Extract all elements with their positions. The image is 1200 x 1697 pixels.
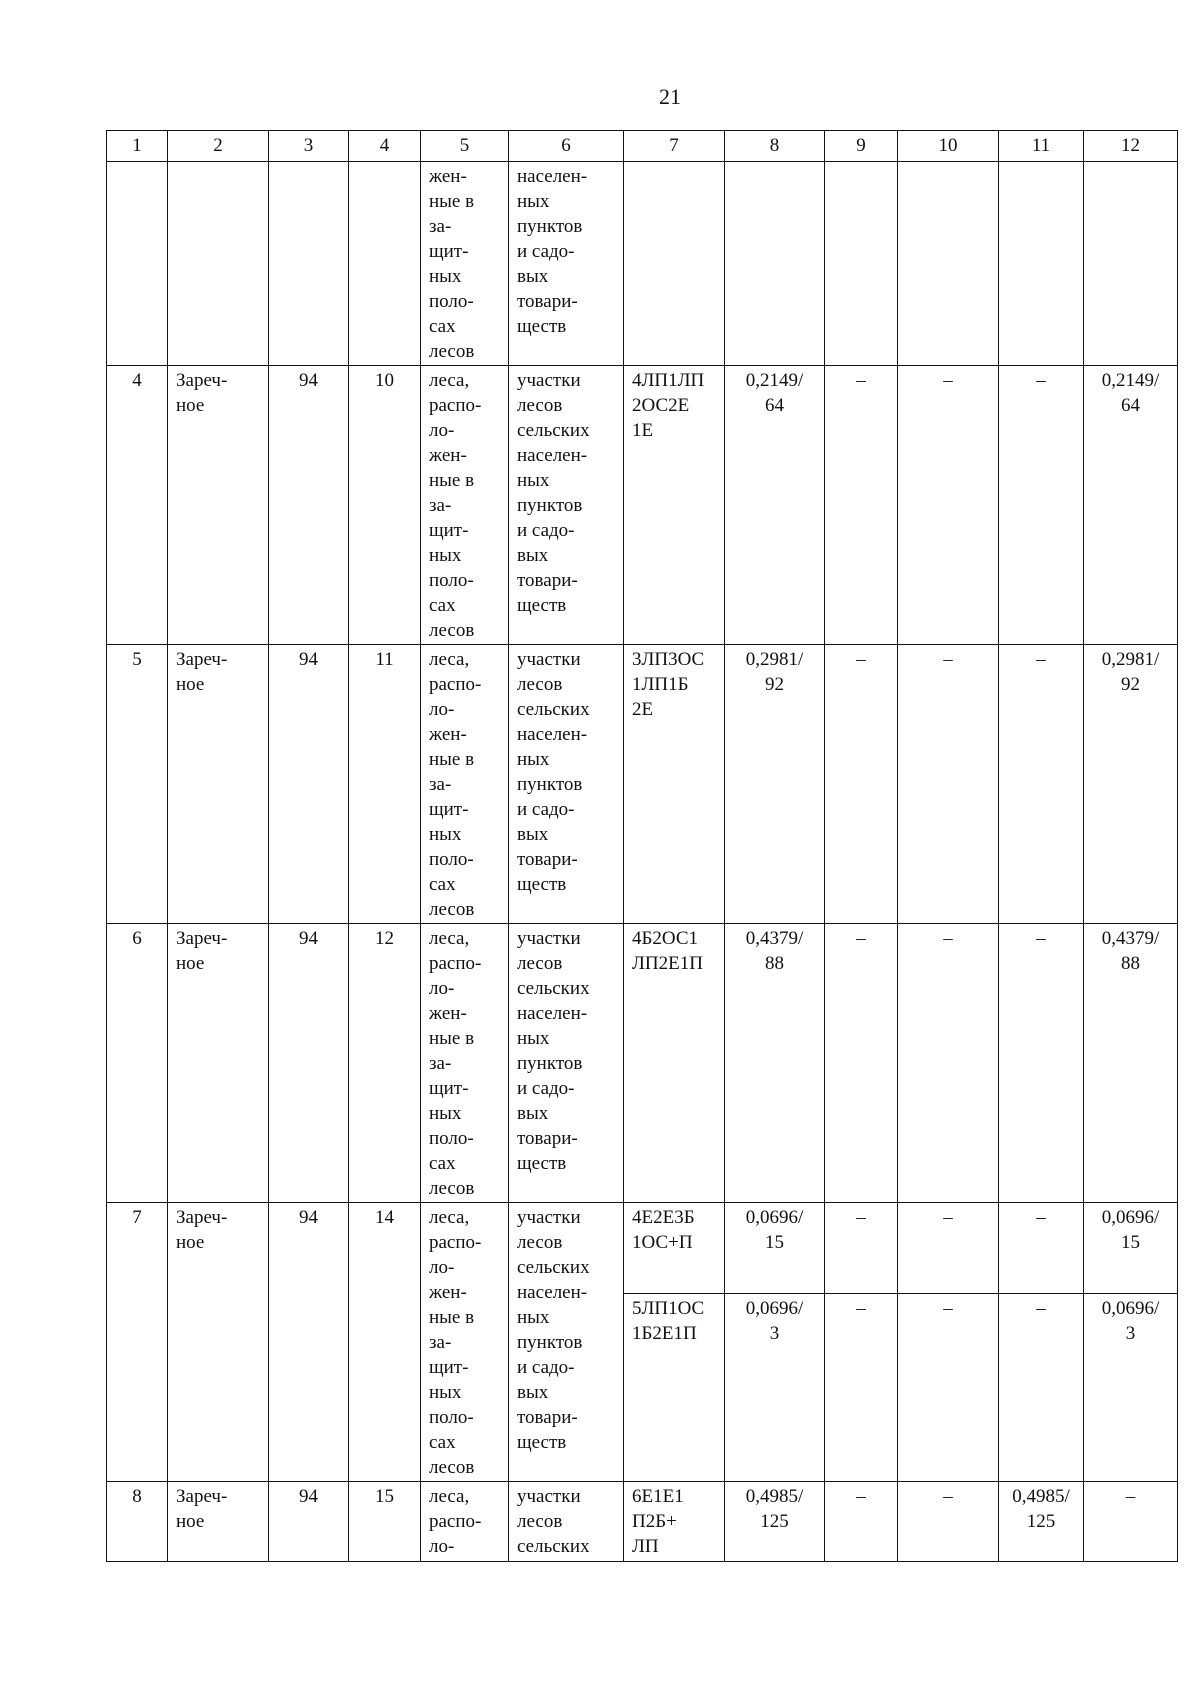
cell-total: 0,2149/ 64 xyxy=(1084,366,1178,645)
cell-quarter: 94 xyxy=(269,1482,349,1562)
cell-quarter: 94 xyxy=(269,1203,349,1482)
cell-forest-category: леса, распо- ло- жен- ные в за- щит- ных поло- сах лесов xyxy=(421,924,509,1203)
col-header: 8 xyxy=(725,131,825,162)
cell-dash: – xyxy=(898,1203,999,1294)
cell-quarter: 94 xyxy=(269,366,349,645)
table-row xyxy=(107,366,1178,645)
cell-forest-use: населен- ных пунктов и садо- вых товари- ществ xyxy=(509,162,624,366)
cell-composition: 4ЛП1ЛП 2ОС2Е 1Е xyxy=(624,366,725,645)
cell-area-volume: 0,2981/ 92 xyxy=(725,645,825,924)
table-row xyxy=(107,162,1178,366)
cell-dash: – xyxy=(999,366,1084,645)
col-header: 1 xyxy=(107,131,168,162)
cell-quarter: 94 xyxy=(269,645,349,924)
col-header: 5 xyxy=(421,131,509,162)
cell-composition: 4Е2Е3Б 1ОС+П xyxy=(624,1203,725,1294)
cell-section: 11 xyxy=(349,645,421,924)
cell-dash: – xyxy=(898,366,999,645)
cell-section: 12 xyxy=(349,924,421,1203)
col-header: 11 xyxy=(999,131,1084,162)
cell-area-volume: 0,0696/ 3 xyxy=(725,1294,825,1482)
cell-number: 6 xyxy=(107,924,168,1203)
col-header: 6 xyxy=(509,131,624,162)
cell-dash: – xyxy=(999,1294,1084,1482)
cell-forestry: Зареч- ное xyxy=(168,366,269,645)
cell-forest-use: участки лесов сельских населен- ных пунктов и садо- вых товари- ществ xyxy=(509,366,624,645)
cell-area-volume: 0,4985/ 125 xyxy=(725,1482,825,1562)
cell-forest-category: леса, распо- ло- жен- ные в за- щит- ных поло- сах лесов xyxy=(421,366,509,645)
forest-plots-table xyxy=(106,130,1178,1562)
cell-reserve: 0,4985/ 125 xyxy=(999,1482,1084,1562)
cell-composition: 6Е1Е1 П2Б+ ЛП xyxy=(624,1482,725,1562)
cell-total: 0,2981/ 92 xyxy=(1084,645,1178,924)
cell-forest-category: леса, распо- ло- жен- ные в за- щит- ных поло- сах лесов xyxy=(421,1203,509,1482)
cell-dash: – xyxy=(825,1482,898,1562)
cell-forest-use: участки лесов сельских населен- ных пунктов и садо- вых товари- ществ xyxy=(509,1203,624,1482)
col-header: 3 xyxy=(269,131,349,162)
cell-dash: – xyxy=(999,1203,1084,1294)
cell-forest-category: леса, распо- ло- xyxy=(421,1482,509,1562)
cell-number: 7 xyxy=(107,1203,168,1482)
cell-quarter: 94 xyxy=(269,924,349,1203)
cell-composition: 5ЛП1ОС 1Б2Е1П xyxy=(624,1294,725,1482)
table-row xyxy=(107,1203,1178,1294)
col-header: 7 xyxy=(624,131,725,162)
cell-section: 15 xyxy=(349,1482,421,1562)
cell-forestry: Зареч- ное xyxy=(168,924,269,1203)
cell-composition: 3ЛП3ОС 1ЛП1Б 2Е xyxy=(624,645,725,924)
col-header: 2 xyxy=(168,131,269,162)
cell-dash: – xyxy=(898,924,999,1203)
cell-dash: – xyxy=(898,645,999,924)
col-header: 9 xyxy=(825,131,898,162)
cell-dash: – xyxy=(825,1294,898,1482)
cell-forestry: Зареч- ное xyxy=(168,1482,269,1562)
table-row xyxy=(107,924,1178,1203)
header-row xyxy=(107,131,1178,162)
cell-total: 0,4379/ 88 xyxy=(1084,924,1178,1203)
cell-forestry: Зареч- ное xyxy=(168,645,269,924)
cell-area-volume: 0,0696/ 15 xyxy=(725,1203,825,1294)
cell-forestry: Зареч- ное xyxy=(168,1203,269,1482)
page-number: 21 xyxy=(659,84,681,109)
cell-dash: – xyxy=(825,366,898,645)
cell-total: 0,0696/ 15 xyxy=(1084,1203,1178,1294)
cell-section: 10 xyxy=(349,366,421,645)
cell-area-volume: 0,4379/ 88 xyxy=(725,924,825,1203)
cell-dash: – xyxy=(999,645,1084,924)
cell-number: 4 xyxy=(107,366,168,645)
cell-dash: – xyxy=(1084,1482,1178,1562)
cell-dash: – xyxy=(898,1482,999,1562)
table-row xyxy=(107,1482,1178,1562)
cell-dash: – xyxy=(999,924,1084,1203)
cell-forest-category: леса, распо- ло- жен- ные в за- щит- ных поло- сах лесов xyxy=(421,645,509,924)
cell-dash: – xyxy=(825,1203,898,1294)
cell-dash: – xyxy=(825,645,898,924)
cell-dash: – xyxy=(825,924,898,1203)
col-header: 10 xyxy=(898,131,999,162)
col-header: 12 xyxy=(1084,131,1178,162)
col-header: 4 xyxy=(349,131,421,162)
cell-forest-use: участки лесов сельских населен- ных пунктов и садо- вых товари- ществ xyxy=(509,645,624,924)
cell-number: 5 xyxy=(107,645,168,924)
table-row xyxy=(107,645,1178,924)
cell-total: 0,0696/ 3 xyxy=(1084,1294,1178,1482)
cell-area-volume: 0,2149/ 64 xyxy=(725,366,825,645)
cell-forest-use: участки лесов сельских xyxy=(509,1482,624,1562)
cell-forest-use: участки лесов сельских населен- ных пунктов и садо- вых товари- ществ xyxy=(509,924,624,1203)
cell-number: 8 xyxy=(107,1482,168,1562)
cell-section: 14 xyxy=(349,1203,421,1482)
cell-dash: – xyxy=(898,1294,999,1482)
cell-composition: 4Б2ОС1 ЛП2Е1П xyxy=(624,924,725,1203)
cell-forest-category: жен- ные в за- щит- ных поло- сах лесов xyxy=(421,162,509,366)
